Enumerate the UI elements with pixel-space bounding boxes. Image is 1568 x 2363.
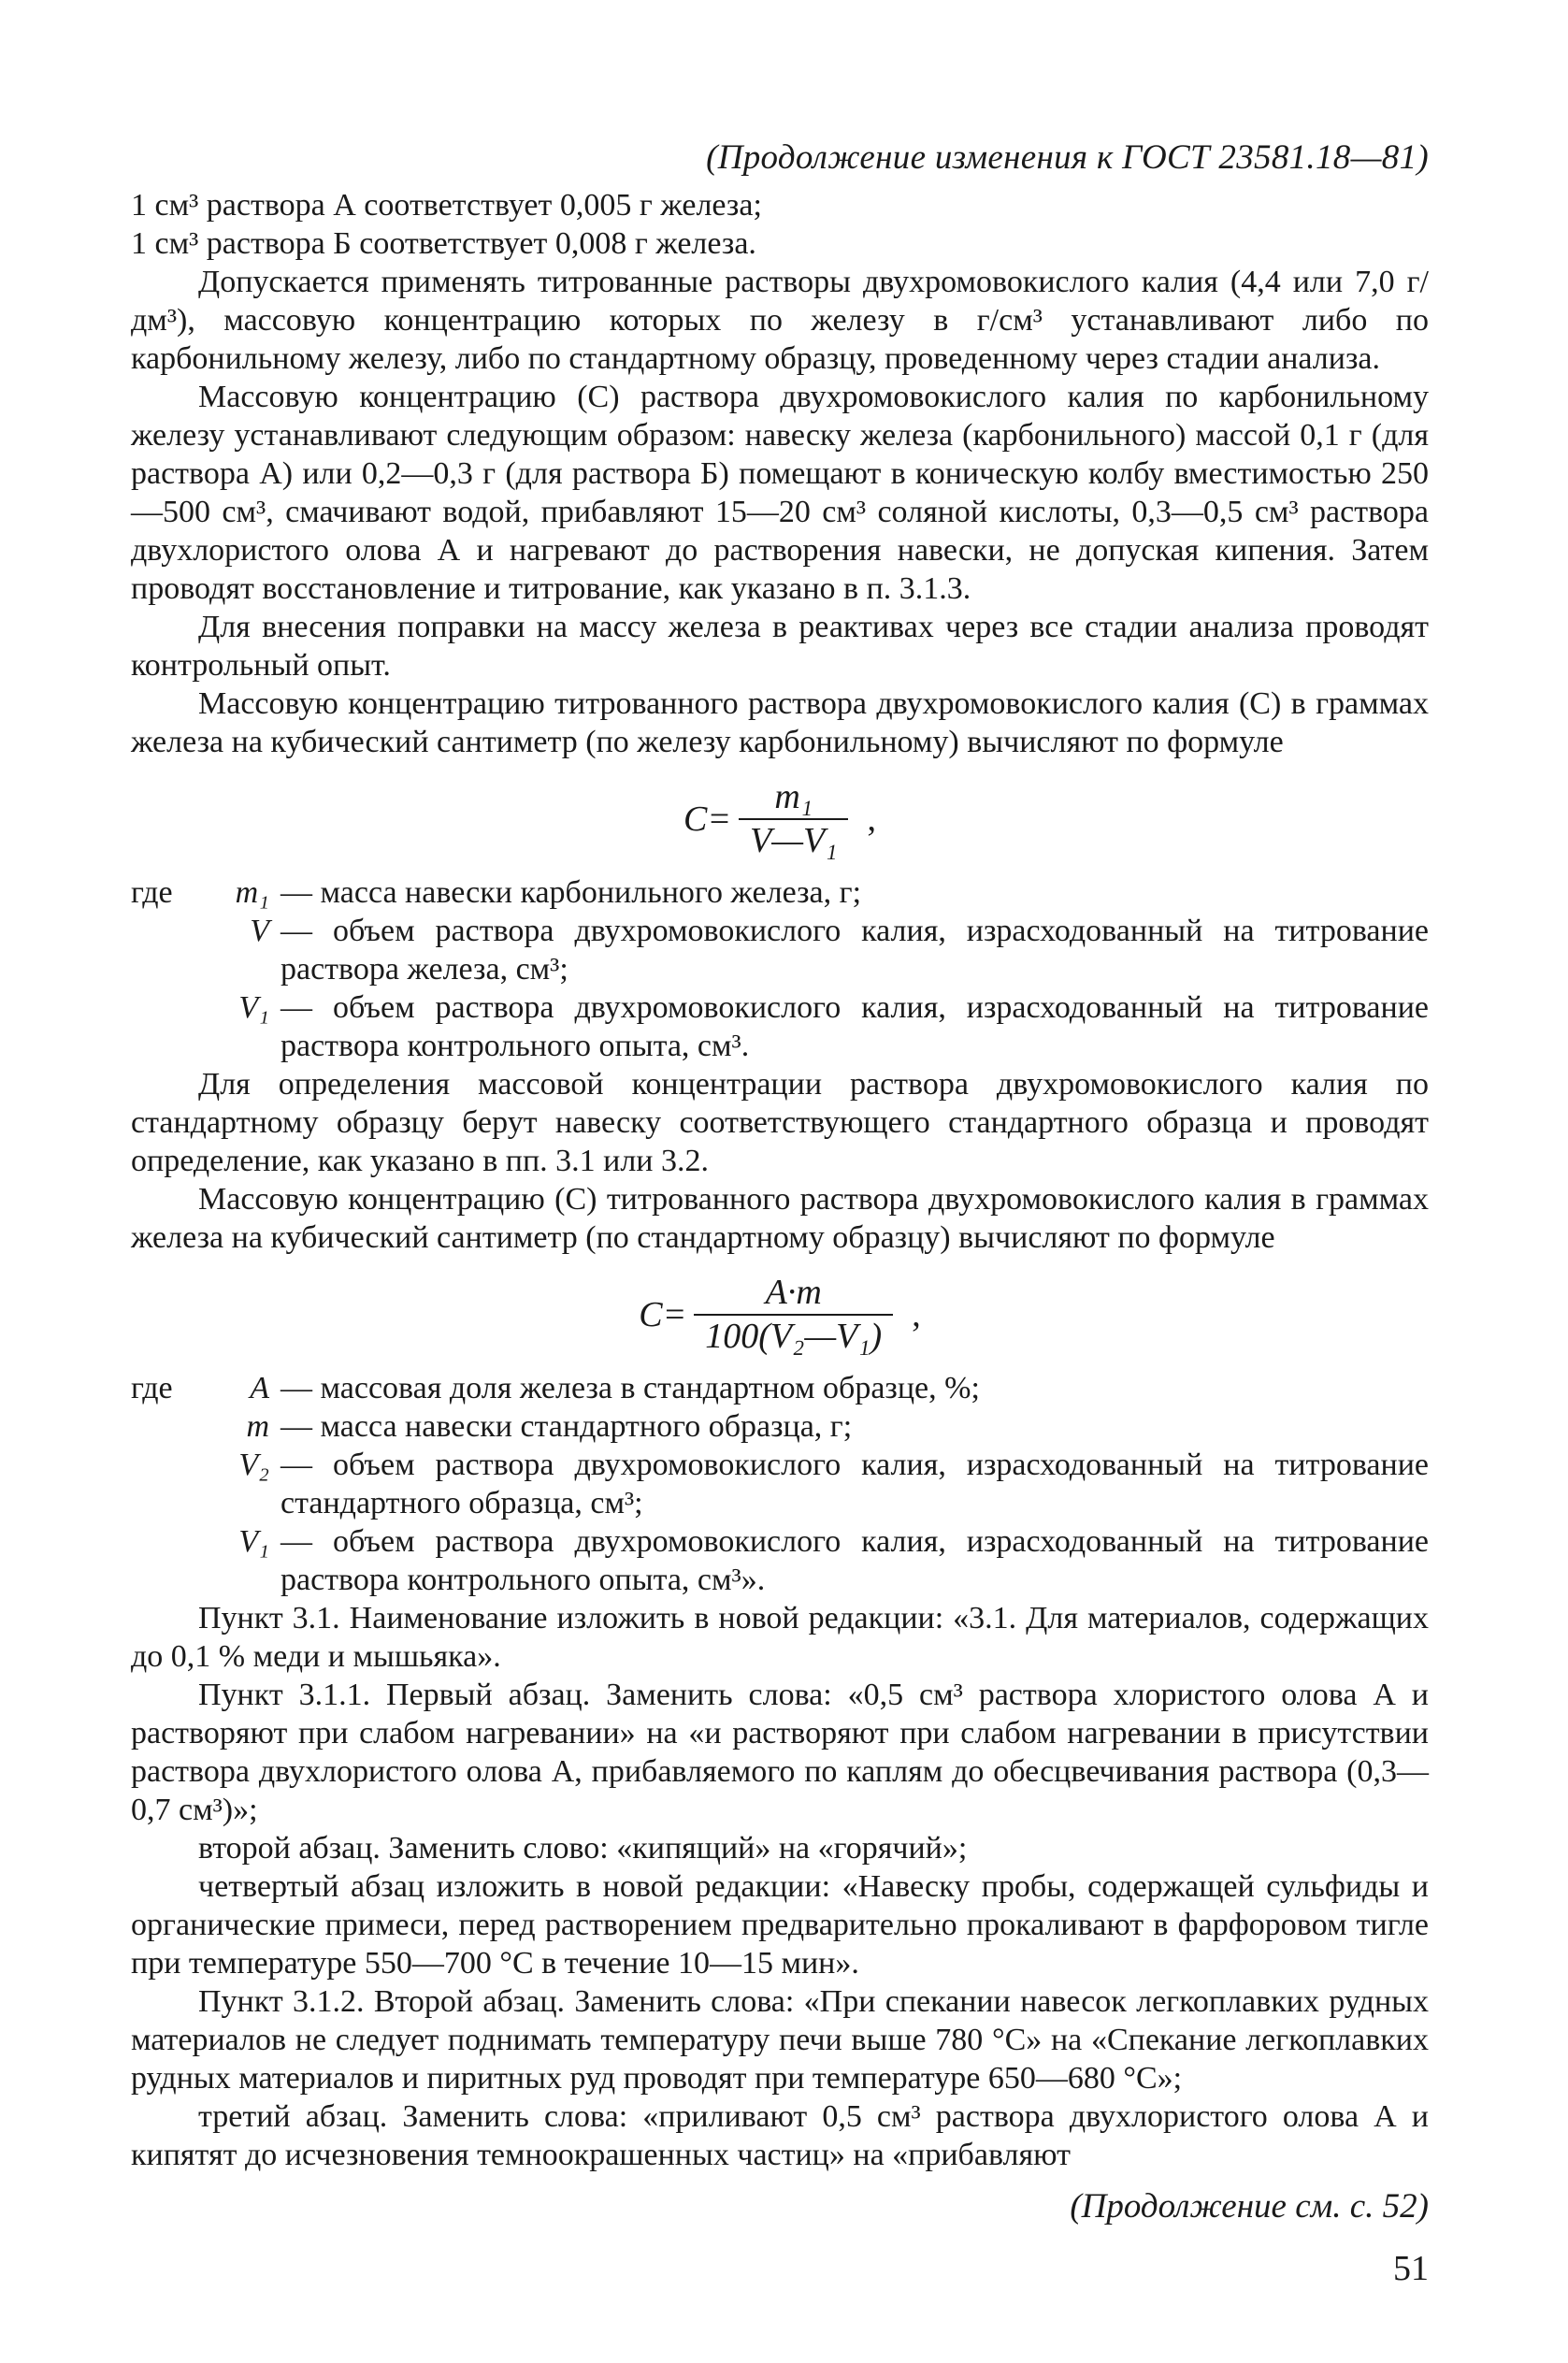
definition-row — [131, 912, 1429, 988]
definition-symbol: V₁ — [238, 990, 269, 1025]
definition-symbol: m — [246, 1409, 269, 1444]
paragraph: Для определения массовой концентрации раствора двухромовокислого калия по стандартному образцу берут навеску соответствующего стандартного образца и проводят определение, как указано в пп. 3.1 или 3.2. — [131, 1067, 1429, 1178]
definition-symbol: m₁ — [235, 875, 269, 910]
definition-text: — массовая доля железа в стандартном образце, %; — [281, 1371, 980, 1405]
paragraph: Массовую концентрацию (C) раствора двухромовокислого калия по карбонильному железу устанавливают следующим образом: навеску железа (карбонильного) массой 0,1 г (для раствора А) или 0,2—0,3 г (для раствора Б) помещают в коническую колбу вместимостью 250—500 см³, смачивают водой, прибавляют 15—20 см³ соляной кислоты, 0,3—0,5 см³ раствора двухлористого олова А и нагревают до растворения навески, не допуская кипения. Затем проводят восстановление и титрование, как указано в п. 3.1.3. — [131, 380, 1429, 606]
paragraph: Массовую концентрацию (C) титрованного раствора двухромовокислого калия в граммах железа на кубический сантиметр (по стандартному образцу) вычисляют по формуле — [131, 1182, 1429, 1255]
page-content — [131, 138, 1429, 2288]
intro-line: 1 см³ раствора А соответствует 0,005 г железа; — [131, 188, 762, 223]
definition-text: — объем раствора двухромовокислого калия, израсходованный на титрование раствора контрольного опыта, см³». — [281, 1524, 1429, 1597]
definition-row — [131, 1522, 1429, 1599]
definition-text: — объем раствора двухромовокислого калия, израсходованный на титрование стандартного образца, см³; — [281, 1448, 1429, 1520]
definition-row — [131, 873, 1429, 912]
formula-lhs: C= — [639, 1294, 687, 1334]
definition-text: — объем раствора двухромовокислого калия, израсходованный на титрование раствора контрольного опыта, см³. — [281, 990, 1429, 1063]
formula-numerator: A·m — [765, 1273, 822, 1312]
paragraph: Пункт 3.1.1. Первый абзац. Заменить слова: «0,5 см³ раствора хлористого олова А и растворяют при слабом нагревании» на «и растворяют при слабом нагревании в присутствии раствора двухлористого олова А, прибавляемого по каплям до обесцвечивания раствора (0,3—0,7 см³)»; — [131, 1678, 1429, 1827]
formula-numerator: m₁ — [774, 777, 813, 816]
intro-line: 1 см³ раствора Б соответствует 0,008 г железа. — [131, 226, 756, 261]
definition-symbol: V₁ — [238, 1524, 269, 1559]
formula-standard-sample — [131, 1274, 1429, 1356]
continuation-note: (Продолжение см. с. 52) — [1070, 2187, 1429, 2226]
definition-symbol: A — [250, 1371, 269, 1405]
formula-trail: , — [867, 799, 876, 839]
definition-row — [131, 1446, 1429, 1522]
definition-lead: где — [131, 1371, 173, 1405]
paragraph: Допускается применять титрованные растворы двухромовокислого калия (4,4 или 7,0 г/дм³), массовую концентрацию которых по железу в г/см³ устанавливают либо по карбонильному железу, либо по стандартному образцу, проведенному через стадии анализа. — [131, 265, 1429, 376]
formula-carbonyl — [131, 778, 1429, 860]
definition-row — [131, 1369, 1429, 1407]
formula-fraction — [739, 778, 848, 860]
paragraph: Пункт 3.1.2. Второй абзац. Заменить слова: «При спекании навесок легкоплавких рудных материалов не следует поднимать температуру печи выше 780 °С» на «Спекание легкоплавких рудных материалов и пиритных руд проводят при температуре 650—680 °С»; — [131, 1984, 1429, 2096]
formula-denominator: 100(V₂—V₁) — [694, 1314, 893, 1356]
paragraph: Пункт 3.1. Наименование изложить в новой редакции: «3.1. Для материалов, содержащих до 0,1 % меди и мышьяка». — [131, 1601, 1429, 1674]
definition-lead: где — [131, 875, 173, 910]
definition-text: — масса навески стандартного образца, г; — [281, 1409, 853, 1444]
formula-lhs: C= — [683, 799, 732, 839]
formula-fraction — [694, 1274, 893, 1356]
paragraph: четвертый абзац изложить в новой редакции: «Навеску пробы, содержащей сульфиды и органические примеси, перед растворением предварительно прокаливают в фарфоровом тигле при температуре 550—700 °С в течение 10—15 мин». — [131, 1869, 1429, 1981]
paragraph: второй абзац. Заменить слово: «кипящий» на «горячий»; — [198, 1831, 968, 1866]
definition-symbol: V₂ — [238, 1448, 269, 1482]
definition-text: — масса навески карбонильного железа, г; — [281, 875, 862, 910]
paragraph: Для внесения поправки на массу железа в реактивах через все стадии анализа проводят контрольный опыт. — [131, 610, 1429, 683]
formula-trail: , — [912, 1294, 921, 1334]
definition-text: — объем раствора двухромовокислого калия, израсходованный на титрование раствора железа, см³; — [281, 914, 1429, 987]
page-number: 51 — [1393, 2249, 1429, 2288]
definition-row — [131, 988, 1429, 1065]
definition-symbol: V — [250, 914, 269, 948]
definitions-list — [131, 873, 1429, 1065]
formula-denominator: V—V₁ — [739, 818, 848, 860]
paragraph: Массовую концентрацию титрованного раствора двухромовокислого калия (C) в граммах железа на кубический сантиметр (по железу карбонильному) вычисляют по формуле — [131, 686, 1429, 759]
running-header: (Продолжение изменения к ГОСТ 23581.18—81) — [706, 138, 1429, 177]
paragraph: третий абзац. Заменить слова: «приливают 0,5 см³ раствора двухлористого олова А и кипятят до исчезновения темноокрашенных частиц» на «прибавляют — [131, 2099, 1429, 2172]
definitions-list — [131, 1369, 1429, 1599]
definition-row — [131, 1407, 1429, 1446]
